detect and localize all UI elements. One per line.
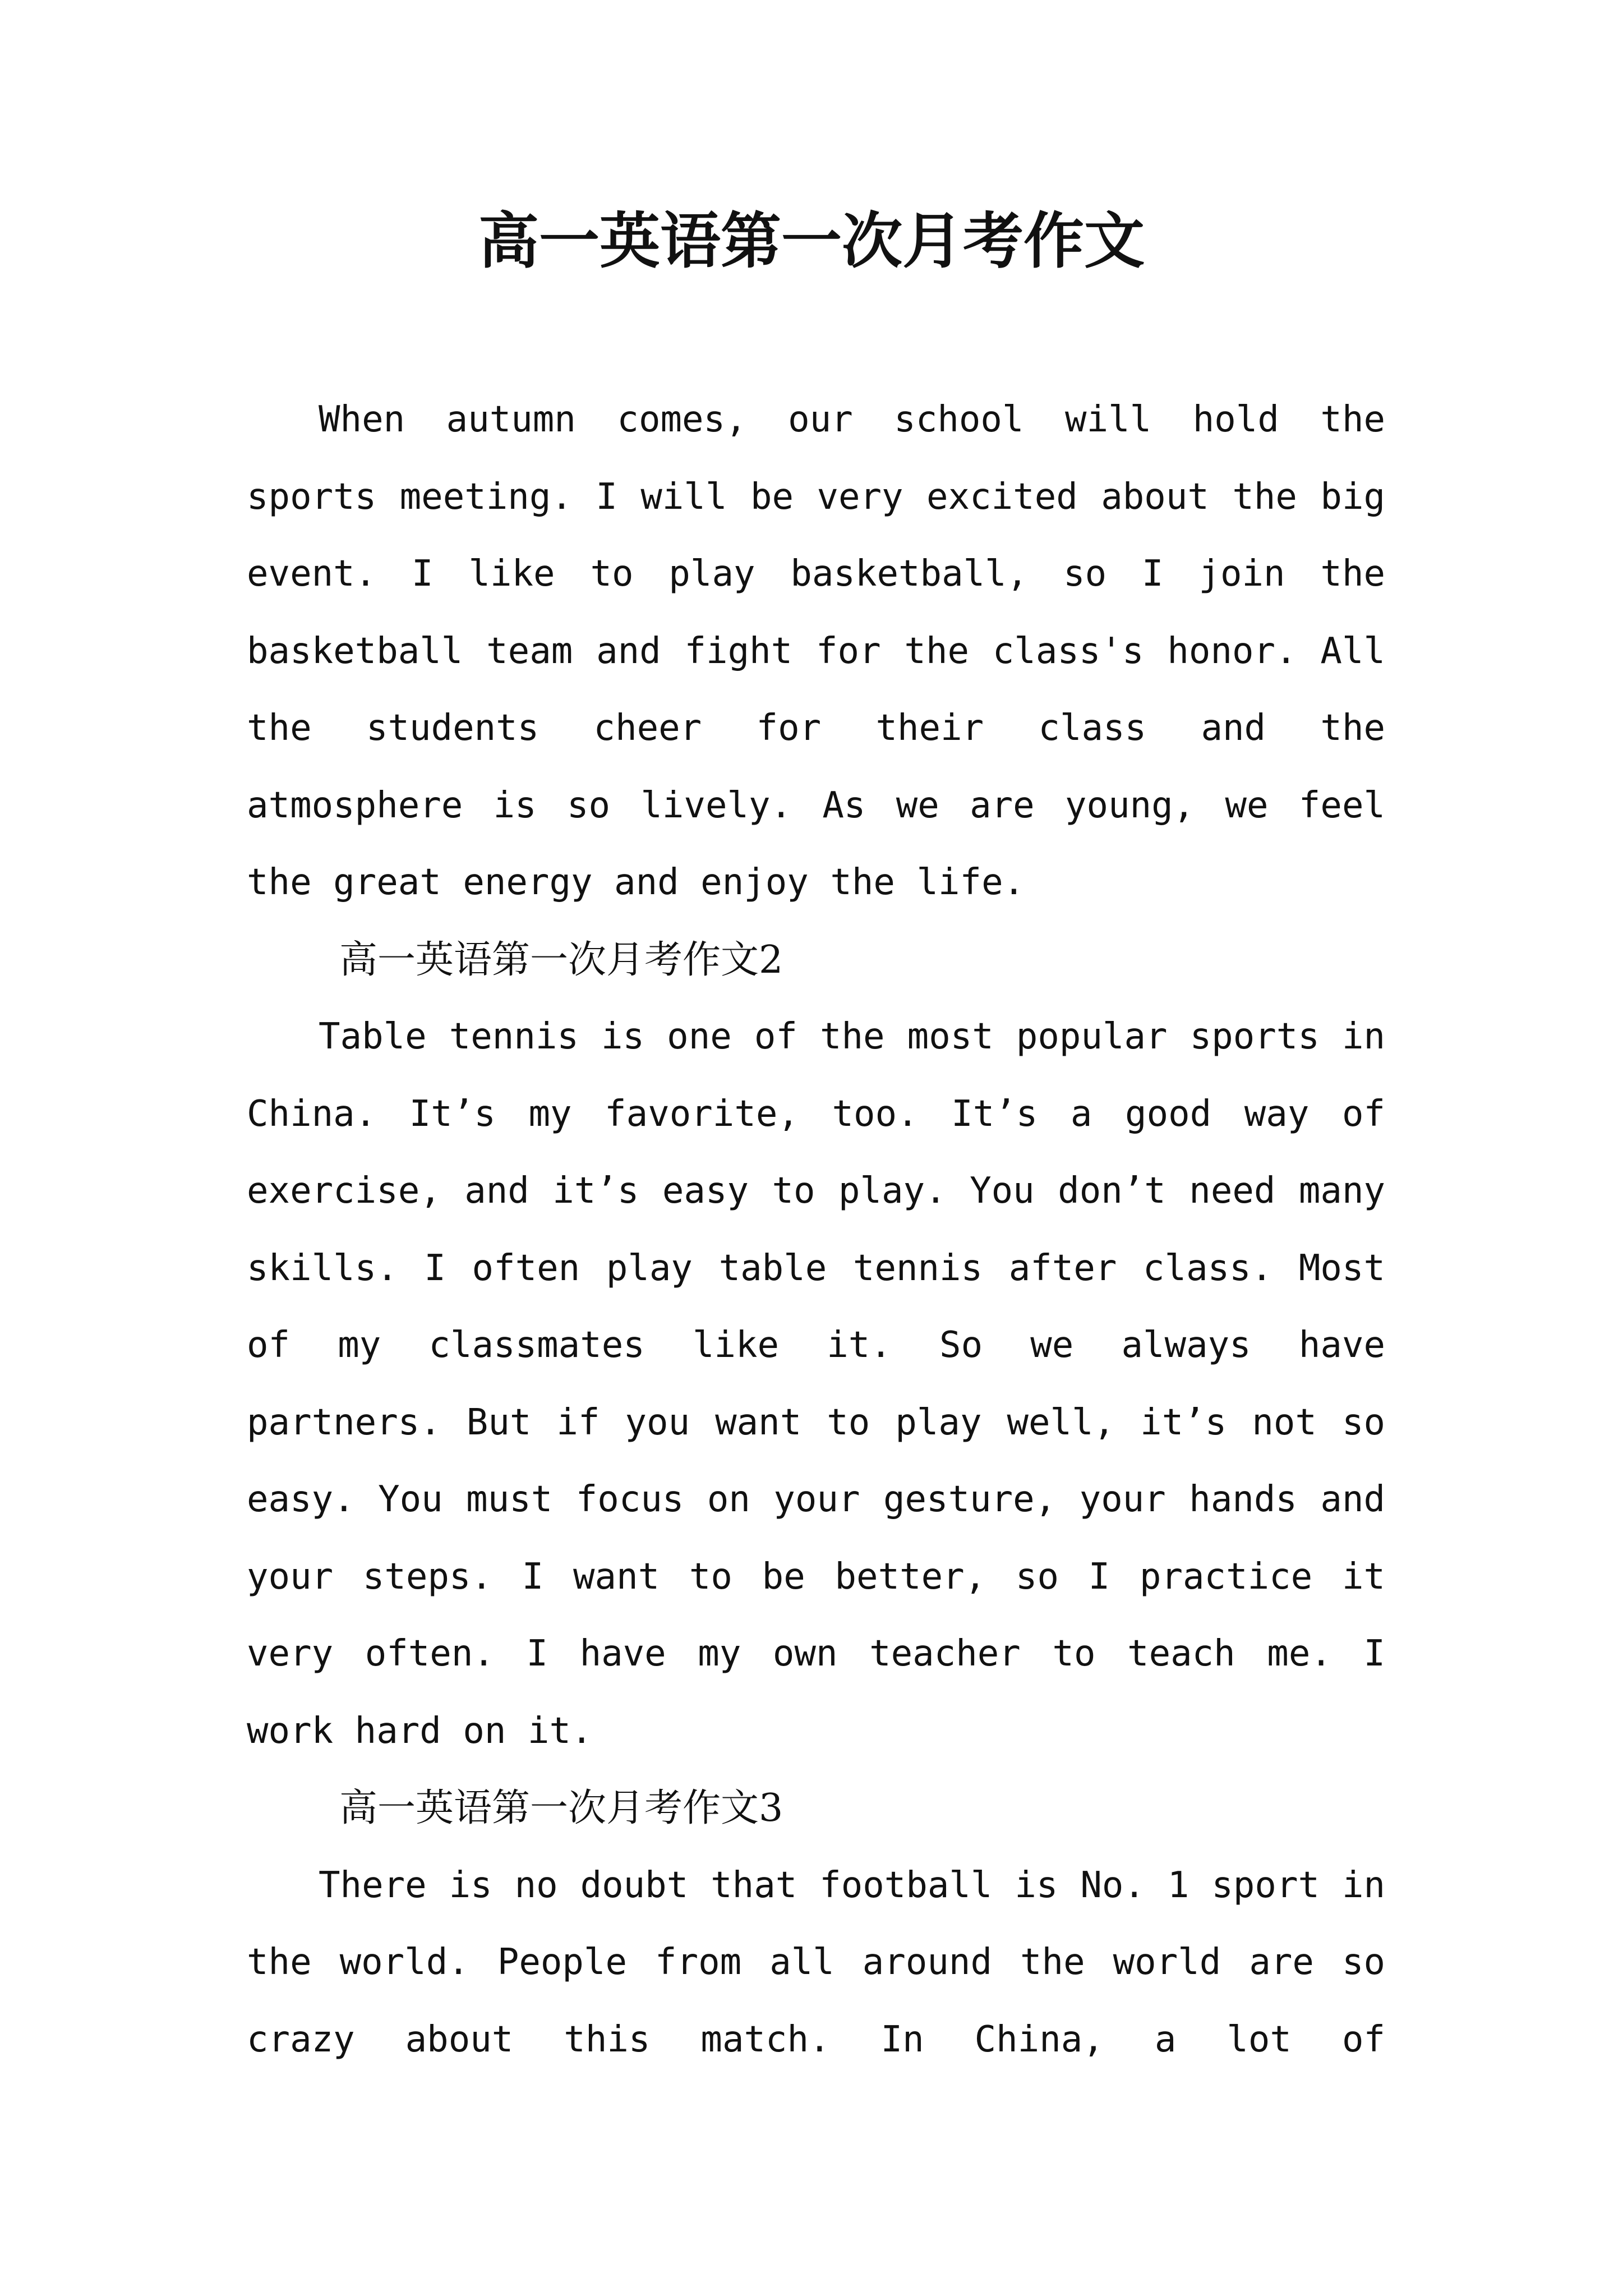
- essay-paragraph-2: Table tennis is one of the most popular sports in China. It’s my favorite, too. It’s a good way of exercise, and it’s easy to play. You don’t need many skills. I often play table tennis after class. Most of my classmates like it. So we always have partners. But if you want to play well, it’s not so easy. You must focus on your gesture, your hands and your steps. I want to be better, so I practice it very often. I have my own teacher to teach me. I work hard on it.: [247, 1016, 1385, 1752]
- document-body: [247, 381, 1385, 2078]
- essay-heading-3: 高一英语第一次月考作文3: [339, 1786, 783, 1830]
- essay-paragraph-3: There is no doubt that football is No. 1 sport in the world. People from all around the world are so crazy about this match. In China, a lot of: [247, 1864, 1385, 2060]
- essay-paragraph-1: When autumn comes, our school will hold the sports meeting. I will be very excited about the big event. I like to play basketball, so I join the basketball team and fight for the class's honor. All the students cheer for their class and the atmosphere is so lively. As we are young, we feel the great energy and enjoy the life.: [247, 399, 1385, 903]
- document-title: 高一英语第一次月考作文: [478, 206, 1145, 277]
- essay-heading-2: 高一英语第一次月考作文2: [339, 937, 783, 982]
